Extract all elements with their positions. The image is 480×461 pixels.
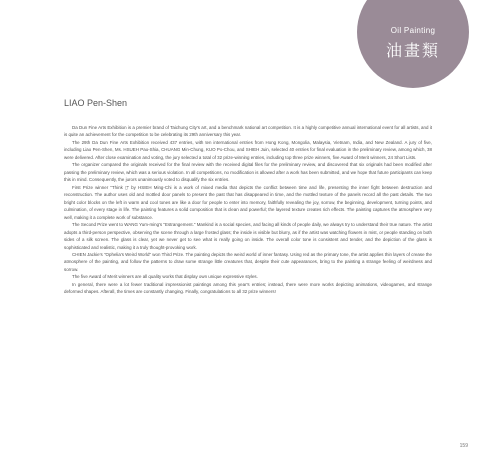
paragraph: The organizer compared the originals received for the final review with the received digital files for the preliminary review, and discovered that six originals had been modified after passing the preliminary review, which was a serious violation. In all competitions, no modification is allowed after a work has been submitted, and we hope that future participants can keep this in mind. Consequently, the jurors unanimously voted to disqualify the six entries. <box>64 162 432 183</box>
category-badge <box>357 0 469 88</box>
paragraph: CHIEN Jackie's "Ophelia's Weird World" won Third Prize. The painting depicts the weird world of inner fantasy. Using red as the primary tone, the artist applies thin layers of crease the atmosphere of the painting, and follow the patterns to draw some strange little creatures that, despite their cute appearances, bring to the painting a strange feeling of weirdness and sorrow. <box>64 251 432 272</box>
page-title: LIAO Pen-Shen <box>64 98 128 108</box>
paragraph: First Prize winner "Think ▯" by HSIEH Ming-Chi is a work of mixed media that depicts the conflict between time and life, presenting the inner fight between destruction and reconstruction. The author uses old and mottled door panels to present the past that has disappeared in time, and the mottled texture of the panels record all the past details. The two bright color blocks on the left in warm and cool tones are like a door for people to enter into memory, faithfully revealing the joy, sorrow, the beginning, development, turning points, and culmination, of every stage in life. The painting features a solid composition that is clean and powerful; the layered texture creates rich effects. The painting captures the atmosphere very well, making it a complete work of substance. <box>64 184 432 220</box>
paragraph: Da Dun Fine Arts Exhibition is a premier brand of Taichung City's art, and a benchmark national art competition. It is a highly competitive annual international event for all artists, and it is quite an achievement for the competition to be celebrating its 29th anniversary this year. <box>64 125 432 138</box>
paragraph: The five Award of Merit winners are all quality works that display own unique expressive styles. <box>72 274 258 280</box>
category-label-en: Oil Painting <box>390 26 436 35</box>
paragraph: The Second Prize went to WANG Yum-ming's "Estrangement." Mankind is a social species, and facing all kinds of people daily, we always try to understand their true nature. The artist adopts a third-person perspective, observing the scene through a large frosted glass; the inside is visible but blurry, as if the artist was watching flowers in mist, or people standing on both sides of a silk screen. The glass is clear, yet we never get to see what is really going on inside. The overall color tone is consistent and tender, and the depiction of the glass is sophisticated and realistic, making it a truly thought-provoking work. <box>64 222 432 250</box>
paragraph: The 29th Da Dun Fine Arts Exhibition received 437 entries, with ten international entries from Hong Kong, Mongolia, Malaysia, Vietnam, India, and New Zealand. A jury of five, including Liao Pen-Shen, Ms. HSUEH Pao-Shia, CHUANG Min-Chung, KUO Po-Chou, and SHIEH Juin, selected 40 entries for final evaluation in the preliminary review, among which, 38 were delivered. After close examination and voting, the jury selected a total of 32 prize-winning entries, including top three prize winners, five Award of Merit winners, 24 Short Lists. <box>64 139 432 160</box>
page-number: 159 <box>459 443 468 449</box>
article-body <box>64 124 432 296</box>
paragraph: In general, there were a lot fewer traditional impressionist paintings among this year's entries; instead, there were more works depicting animations, videogames, and strange deformed shapes. Afterall, the times are constantly changing. Finally, congratulations to all 32 prize winners! <box>64 281 432 295</box>
category-label-zh: 油畫類 <box>385 41 440 60</box>
